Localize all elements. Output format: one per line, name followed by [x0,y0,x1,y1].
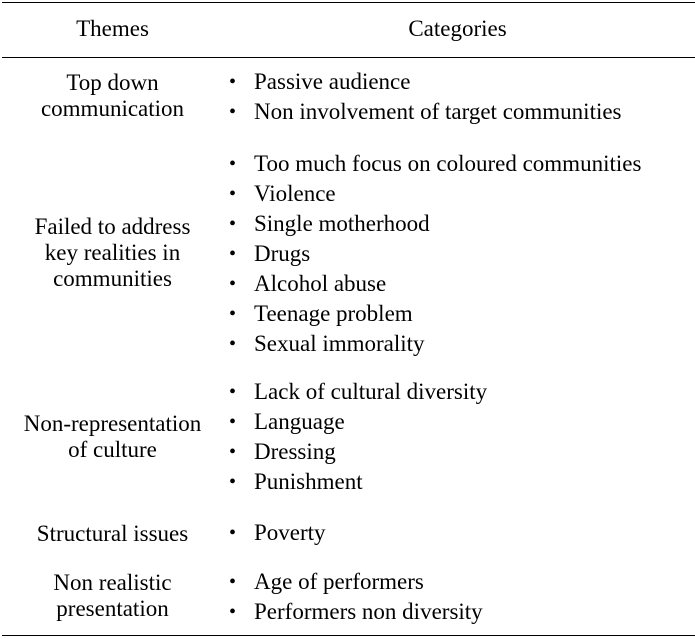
bullet-icon: • [229,381,237,403]
categories-list-structural-issues [226,518,326,548]
theme-line: Non-representation [23,411,202,436]
category-text: Sexual immorality [254,331,425,356]
category-text: Poverty [254,520,326,545]
bullet-icon: • [229,183,237,205]
list-item [226,179,641,209]
category-text: Drugs [254,241,311,266]
categories-list-top-down [226,67,622,127]
list-item [226,467,487,497]
category-text: Passive audience [254,69,411,94]
category-text: Teenage problem [254,301,413,326]
theme-line: of culture [68,437,157,462]
list-item [226,597,483,627]
list-item [226,239,641,269]
theme-non-representation-of-culture [0,411,225,463]
list-item [226,329,641,359]
list-item [226,518,326,548]
theme-line: presentation [56,596,169,621]
categories-list-non-realistic [226,567,483,627]
list-item [226,209,641,239]
category-text: Single motherhood [254,211,430,236]
theme-line: communication [40,96,185,121]
list-item [226,377,487,407]
theme-line: key realities in [44,240,181,265]
category-text: Performers non diversity [254,599,483,624]
bullet-icon: • [229,441,237,463]
categories-list-non-representation [226,377,487,497]
bullet-icon: • [229,213,237,235]
bullet-icon: • [229,571,237,593]
bullet-icon: • [229,522,237,544]
category-text: Punishment [254,469,363,494]
category-text: Lack of cultural diversity [254,379,488,404]
theme-line: Structural issues [36,521,189,546]
bullet-icon: • [229,101,237,123]
categories-list-failed-to-address [226,149,641,359]
category-text: Dressing [254,439,336,464]
theme-line: Failed to address [34,214,191,239]
theme-failed-to-address [0,214,225,292]
theme-line: communities [53,266,172,291]
theme-line: Non realistic [53,570,172,595]
theme-top-down-communication [0,70,225,122]
header-themes: Themes [76,16,149,41]
theme-line: Top down [66,70,159,95]
category-text: Violence [254,181,336,206]
list-item [226,299,641,329]
bullet-icon: • [229,333,237,355]
bullet-icon: • [229,243,237,265]
list-item [226,149,641,179]
bullet-icon: • [229,601,237,623]
category-text: Language [254,409,345,434]
list-item [226,67,622,97]
category-text: Age of performers [254,569,424,594]
bullet-icon: • [229,71,237,93]
table-bottom-rule [2,635,695,636]
theme-structural-issues [0,521,225,547]
bullet-icon: • [229,273,237,295]
header-rule [2,57,695,58]
bullet-icon: • [229,411,237,433]
bullet-icon: • [229,471,237,493]
header-categories: Categories [408,16,507,41]
bullet-icon: • [229,153,237,175]
category-text: Non involvement of target communities [254,99,622,124]
table-top-rule [2,2,695,3]
theme-non-realistic-presentation [0,570,225,622]
list-item [226,407,487,437]
bullet-icon: • [229,303,237,325]
list-item [226,567,483,597]
list-item [226,437,487,467]
category-text: Alcohol abuse [254,271,387,296]
list-item [226,269,641,299]
list-item [226,97,622,127]
category-text: Too much focus on coloured communities [254,151,642,176]
